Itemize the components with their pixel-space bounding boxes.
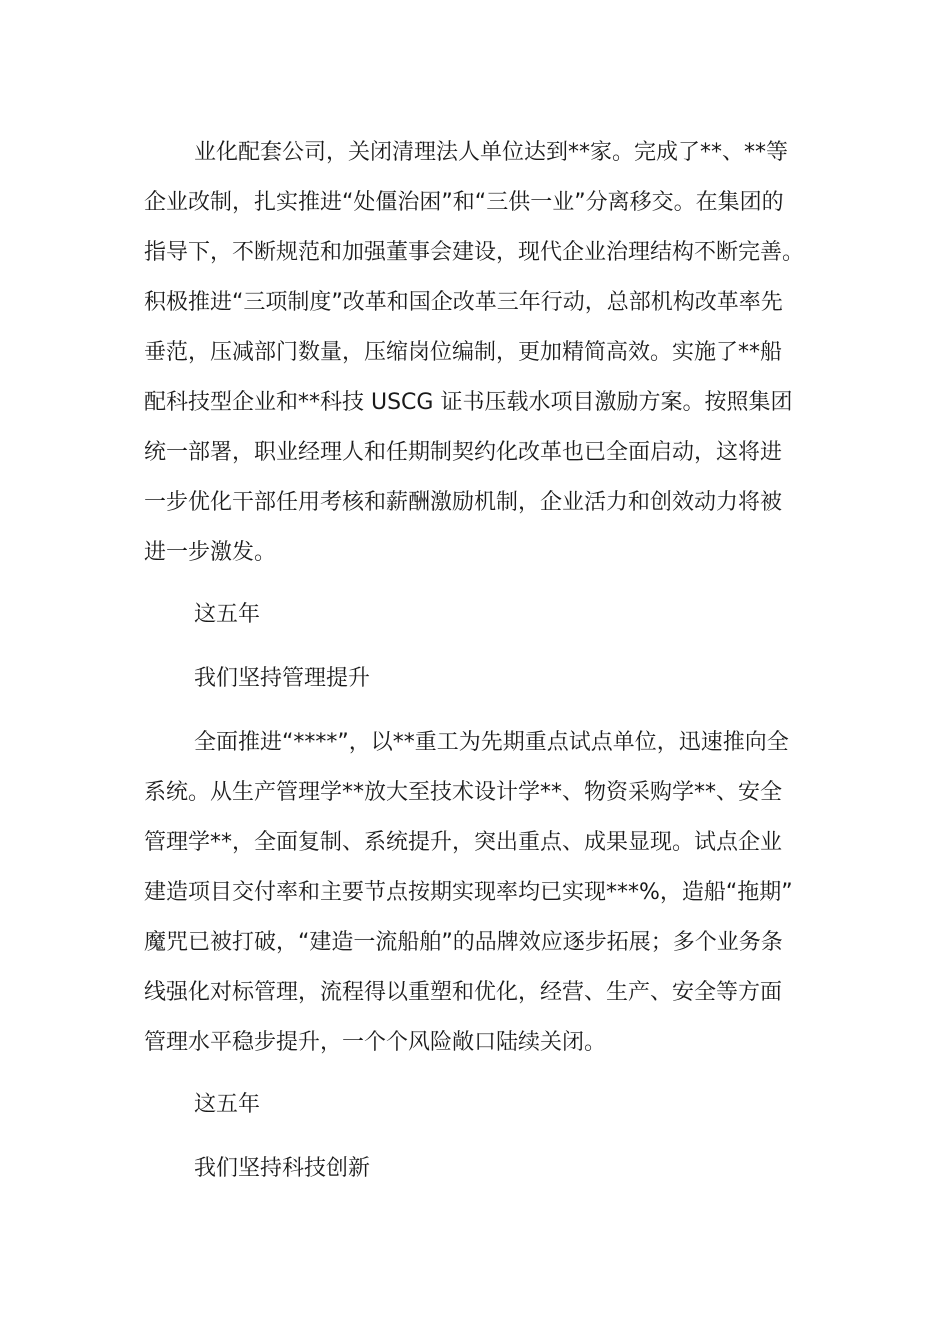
paragraph-line: 配科技型企业和**科技 USCG 证书压载水项目激励方案。按照集团	[144, 390, 793, 415]
document-body	[144, 128, 804, 1194]
paragraph-line: 魔咒已被打破，“建造一流船舶”的品牌效应逐步拓展；多个业务条	[144, 930, 783, 955]
paragraph-reform	[144, 128, 804, 578]
paragraph-line: 进一步激发。	[144, 540, 277, 565]
paragraph-line: 建造项目交付率和主要节点按期实现率均已实现***%，造船“拖期”	[144, 880, 793, 905]
section-heading: 这五年	[194, 602, 261, 627]
section-subheading: 我们坚持管理提升	[194, 666, 371, 691]
paragraph-line: 全面推进“****”，以**重工为先期重点试点单位，迅速推向全	[194, 730, 789, 755]
paragraph-line: 线强化对标管理，流程得以重塑和优化，经营、生产、安全等方面	[144, 980, 783, 1005]
paragraph-management	[144, 718, 804, 1068]
paragraph-line: 管理水平稳步提升，一个个风险敞口陆续关闭。	[144, 1030, 607, 1055]
paragraph-line: 统一部署，职业经理人和任期制契约化改革也已全面启动，这将进	[144, 440, 783, 465]
paragraph-line: 一步优化干部任用考核和薪酬激励机制，企业活力和创效动力将被	[144, 490, 783, 515]
paragraph-line: 指导下，不断规范和加强董事会建设，现代企业治理结构不断完善。	[144, 240, 805, 265]
paragraph-line: 系统。从生产管理学**放大至技术设计学**、物资采购学**、安全	[144, 780, 783, 805]
section-heading: 这五年	[194, 1092, 261, 1117]
paragraph-line: 垂范，压减部门数量，压缩岗位编制，更加精简高效。实施了**船	[144, 340, 783, 365]
paragraph-line: 企业改制，扎实推进“处僵治困”和“三供一业”分离移交。在集团的	[144, 190, 784, 215]
paragraph-line: 积极推进“三项制度”改革和国企改革三年行动，总部机构改革率先	[144, 290, 783, 315]
section-subheading: 我们坚持科技创新	[194, 1156, 371, 1181]
paragraph-line: 管理学**，全面复制、系统提升，突出重点、成果显现。试点企业	[144, 830, 783, 855]
paragraph-line: 业化配套公司，关闭清理法人单位达到**家。完成了**、**等	[194, 140, 789, 165]
